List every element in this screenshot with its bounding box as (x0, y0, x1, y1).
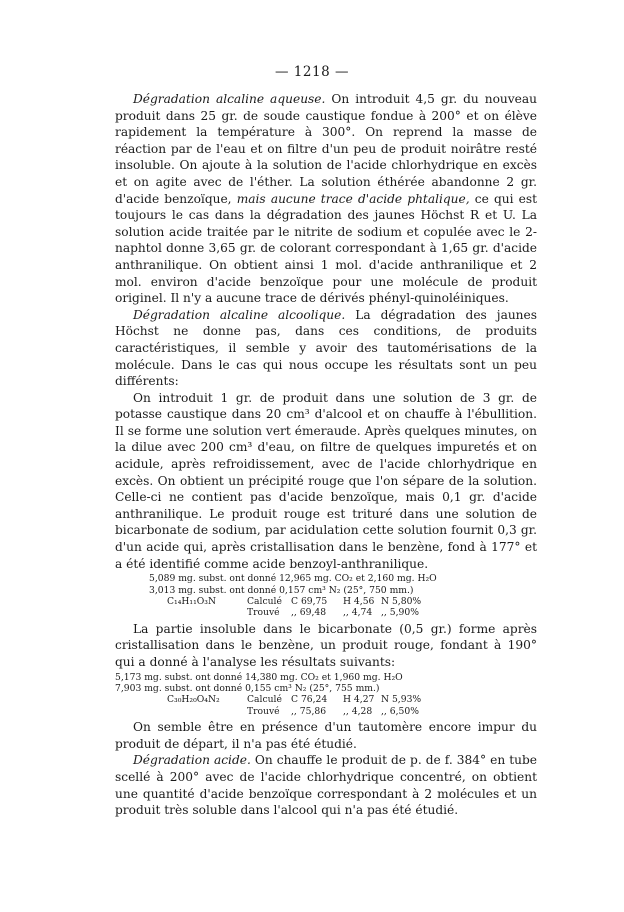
calculated-row (115, 694, 537, 705)
value-hydrogen: ,, 4,74 (343, 607, 373, 619)
value-nitrogen: N 5,93% (381, 694, 422, 706)
paragraph-text: ce qui est toujours le cas dans la dégradation des jaunes Höchst R et U. La solution acide traitée par le nitrite de sodium et copulée avec le 2-naphtol donne 3,65 gr. de colorant correspondant à 1,65 gr. d'acide anthranilique. On obtient ainsi 1 mol. d'acide anthranilique et 2 mol. environ d'acide benzoïque pour une molécule de produit originel. Il n'y a aucune trace de dérivés phényl-quinoléiniques. (115, 191, 537, 306)
found-label: Trouvé (247, 607, 280, 619)
analysis-line: 5,173 mg. subst. ont donné 14,380 mg. CO₂ et 1,960 mg. H₂O (115, 671, 403, 683)
value-carbon: ,, 75,86 (291, 705, 327, 717)
molecular-formula: C₃₀H₂₀O₄N₂ (167, 694, 220, 706)
italic-phrase: mais aucune trace d'acide phtalique, (231, 191, 470, 206)
paragraph-alkaline-alcoholic (115, 307, 537, 390)
formula-spacer (115, 706, 247, 717)
analysis-line: 7,903 mg. subst. ont donné 0,155 cm³ N₂ (25°, 755 mm.) (115, 683, 380, 695)
analysis-block-1 (115, 573, 537, 619)
value-carbon: C 76,24 (291, 694, 328, 706)
paragraph-procedure: On introduit 1 gr. de produit dans une solution de 3 gr. de potasse caustique dans 20 cm³ d'alcool et on chauffe à l'ébullition. Il se forme une solution vert émeraude. Après quelques minutes, on la dilue avec 200 cm³ d'eau, on filtre de quelques impuretés et on acidule, après refroidissement, avec de l'acide chlorhydrique en excès. On obtient un précipité rouge que l'on sépare de la solution. Celle-ci ne contient pas d'acide benzoïque, mais 0,1 gr. d'acide anthranilique. Le produit rouge est trituré dans une solution de bicarbonate de sodium, par acidulation cette solution fournit 0,3 gr. d'un acide qui, après cristallisation dans le benzène, fond à 177° et a été identifié comme acide benzoyl-anthranilique. (115, 390, 537, 571)
analysis-block-2 (115, 672, 537, 718)
section-heading-alkaline-aqueous: Dégradation alcaline aqueuse. (133, 92, 326, 106)
calculated-row (115, 596, 537, 607)
paragraph-insoluble-part: La partie insoluble dans le bicarbonate (0,5 gr.) forme après cristallisation dans le benzène, un produit rouge, fondant à 190° qui a donné à l'analyse les résultats suivants: (115, 621, 537, 670)
value-hydrogen: ,, 4,28 (343, 705, 373, 717)
formula-spacer (115, 607, 247, 618)
value-carbon: ,, 69,48 (291, 607, 327, 619)
calculated-label: Calculé (247, 694, 282, 706)
found-label: Trouvé (247, 705, 280, 717)
found-row (115, 706, 537, 717)
paragraph-acid-degradation (115, 752, 537, 818)
value-nitrogen: ,, 5,90% (381, 607, 419, 619)
paragraph-text: On introduit 4,5 gr. du nouveau produit dans 25 gr. de soude caustique fondue à 200° et on élève rapidement la température à 300°. On reprend la masse de réaction par de l'eau et on filtre d'un peu de produit noirâtre resté insoluble. On ajoute à la solution de l'acide chlorhydrique en excès et on agite avec de l'éther. La solution éthérée abandonne 2 gr. d'acide benzoïque, (115, 92, 537, 206)
paragraph-alkaline-aqueous (115, 91, 537, 307)
value-hydrogen: H 4,56 (343, 596, 375, 608)
found-row (115, 607, 537, 618)
analysis-line: 3,013 mg. subst. ont donné 0,157 cm³ N₂ (25°, 750 mm.) (149, 584, 414, 596)
section-heading-acid: Dégradation acide. (133, 753, 251, 768)
section-heading-alkaline-alcoholic: Dégradation alcaline alcoolique. (133, 307, 346, 322)
value-carbon: C 69,75 (291, 596, 328, 608)
value-nitrogen: N 5,80% (381, 596, 422, 608)
value-nitrogen: ,, 6,50% (381, 705, 419, 717)
page-number: — 1218 — (275, 64, 349, 80)
calculated-label: Calculé (247, 596, 282, 608)
analysis-line: 5,089 mg. subst. ont donné 12,965 mg. CO₂ et 2,160 mg. H₂O (149, 573, 437, 585)
paragraph-tautomer: On semble être en présence d'un tautomère encore impur du produit de départ, il n'a pas été étudié. (115, 720, 537, 751)
paragraph-text: La dégradation des jaunes Höchst ne donne pas, dans ces conditions, de produits caractéristiques, il semble y avoir des tautomérisations de la molécule. Dans le cas qui nous occupe les résultats sont un peu différents: (115, 307, 537, 389)
value-hydrogen: H 4,27 (343, 694, 375, 706)
molecular-formula: C₁₄H₁₁O₃N (167, 596, 217, 608)
paragraph-text: On chauffe le produit de p. de f. 384° en tube scellé à 200° avec de l'acide chlorhydrique concentré, on obtient une quantité d'acide benzoïque correspondant à 2 molécules et un produit très soluble dans l'alcool qui n'a pas été étudié. (115, 753, 537, 818)
body-text (115, 91, 537, 819)
